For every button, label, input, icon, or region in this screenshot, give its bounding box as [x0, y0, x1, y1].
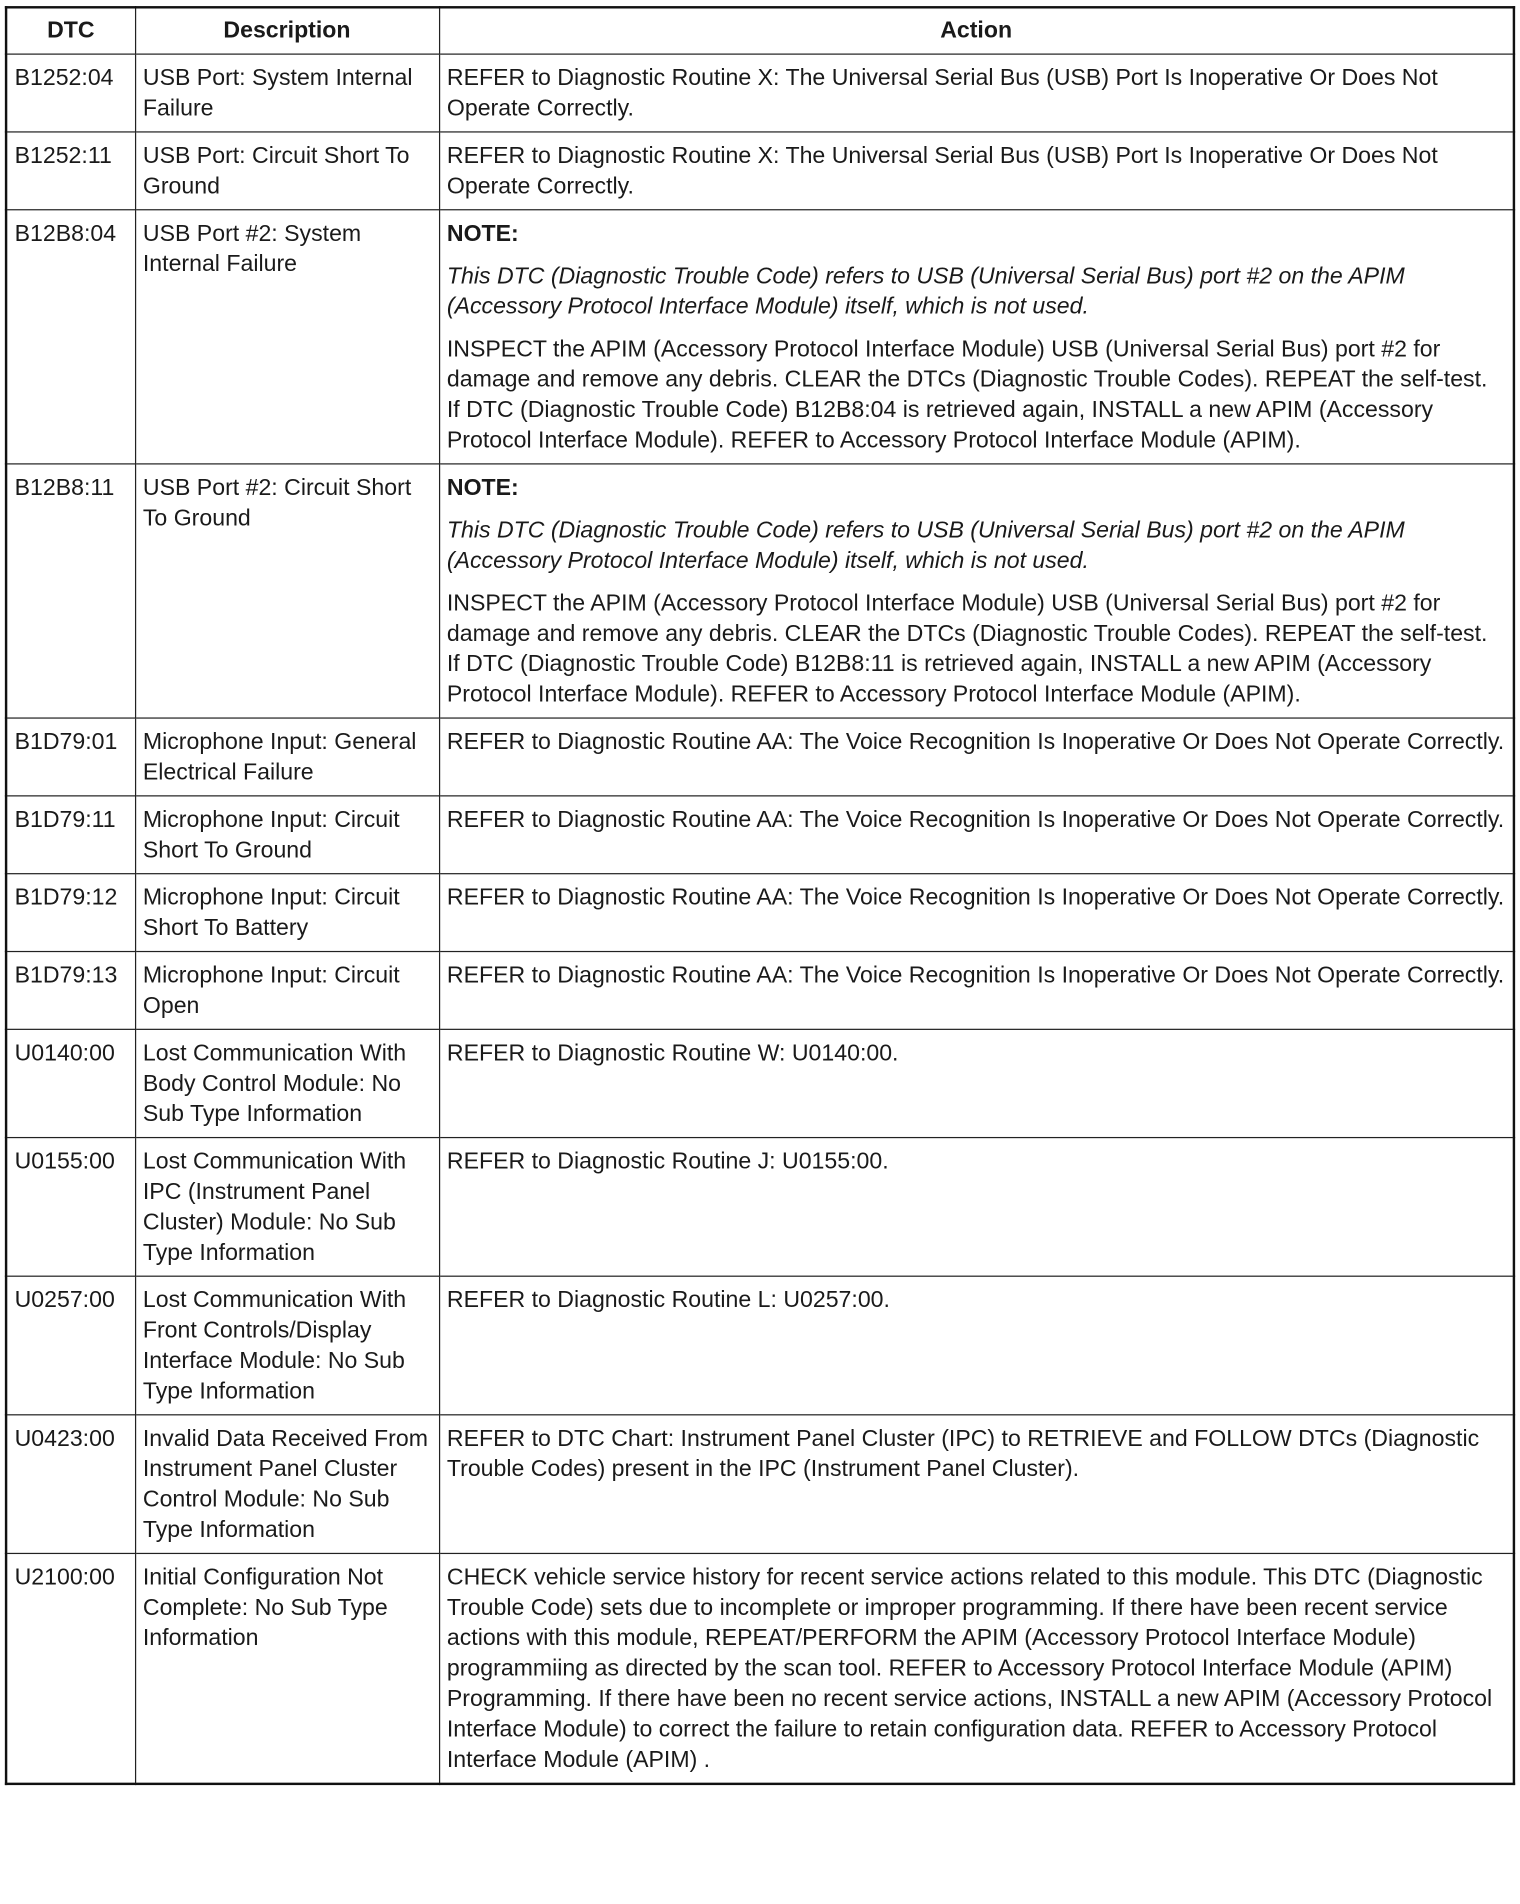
table-header-row [6, 7, 1514, 54]
action-cell [439, 718, 1514, 796]
action-text: INSPECT the APIM (Accessory Protocol Interface Module) USB (Universal Serial Bus) port #2 for damage and remove any debris. CLEAR the DTCs (Diagnostic Trouble Codes). REPEAT the self-test. If DTC (Diagnostic Trouble Code) B12B8:04 is retrieved again, INSTALL a new APIM (Accessory Protocol Interface Module). REFER to Accessory Protocol Interface Module (APIM). [446, 336, 1488, 454]
dtc-table [5, 6, 1515, 1785]
description-cell: Invalid Data Received From Instrument Panel Cluster Control Module: No Sub Type Information [135, 1415, 439, 1554]
action-cell [439, 952, 1514, 1030]
description-cell: Lost Communication With Body Control Module: No Sub Type Information [135, 1029, 439, 1137]
dtc-code-cell: B12B8:04 [6, 210, 135, 464]
table-row [6, 132, 1514, 210]
dtc-code-cell: B1D79:12 [6, 874, 135, 952]
description-cell: Lost Communication With IPC (Instrument Panel Cluster) Module: No Sub Type Information [135, 1138, 439, 1277]
note-title: NOTE: [446, 475, 519, 501]
dtc-code-cell: B1252:11 [6, 132, 135, 210]
description-cell: USB Port #2: Circuit Short To Ground [135, 464, 439, 718]
action-text: REFER to Diagnostic Routine AA: The Voice Recognition Is Inoperative Or Does Not Operate Correctly. [446, 807, 1505, 833]
action-text: REFER to Diagnostic Routine W: U0140:00. [446, 1040, 899, 1067]
description-cell: USB Port #2: System Internal Failure [135, 210, 439, 464]
dtc-column-header: DTC [6, 7, 135, 54]
action-cell [439, 1029, 1514, 1137]
dtc-code-cell: U0257:00 [6, 1276, 135, 1415]
table-row [6, 1276, 1514, 1415]
action-text: REFER to Diagnostic Routine J: U0155:00. [446, 1149, 889, 1175]
dtc-code-cell: U0155:00 [6, 1138, 135, 1277]
action-cell [439, 874, 1514, 952]
action-column-header: Action [439, 7, 1514, 54]
dtc-code-cell: U0423:00 [6, 1415, 135, 1554]
action-text: REFER to Diagnostic Routine X: The Universal Serial Bus (USB) Port Is Inoperative Or Does Not Operate Correctly. [446, 65, 1438, 122]
dtc-code-cell: U0140:00 [6, 1029, 135, 1137]
dtc-code-cell: U2100:00 [6, 1553, 135, 1783]
table-row [6, 1029, 1514, 1137]
table-body [6, 54, 1514, 1784]
dtc-code-cell: B1D79:11 [6, 796, 135, 874]
description-cell: USB Port: System Internal Failure [135, 54, 439, 132]
action-cell [439, 1553, 1514, 1783]
description-cell: Microphone Input: General Electrical Failure [135, 718, 439, 796]
action-cell [439, 796, 1514, 874]
action-text: INSPECT the APIM (Accessory Protocol Interface Module) USB (Universal Serial Bus) port #2 for damage and remove any debris. CLEAR the DTCs (Diagnostic Trouble Codes). REPEAT the self-test. If DTC (Diagnostic Trouble Code) B12B8:11 is retrieved again, INSTALL a new APIM (Accessory Protocol Interface Module). REFER to Accessory Protocol Interface Module (APIM). [446, 590, 1488, 708]
dtc-code-cell: B1252:04 [6, 54, 135, 132]
description-cell: Microphone Input: Circuit Short To Battery [135, 874, 439, 952]
table-row [6, 54, 1514, 132]
action-cell [439, 1415, 1514, 1554]
action-cell [439, 54, 1514, 132]
note-text: This DTC (Diagnostic Trouble Code) refers to USB (Universal Serial Bus) port #2 on the APIM (Accessory Protocol Interface Module) itself, which is not used. [446, 518, 1405, 574]
table-row [6, 210, 1514, 464]
table-row [6, 952, 1514, 1030]
action-text: REFER to Diagnostic Routine L: U0257:00. [446, 1287, 890, 1314]
action-text: REFER to Diagnostic Routine AA: The Voice Recognition Is Inoperative Or Does Not Operate Correctly. [446, 729, 1505, 756]
description-cell: Lost Communication With Front Controls/Display Interface Module: No Sub Type Information [135, 1276, 439, 1415]
description-cell: Microphone Input: Circuit Short To Ground [135, 796, 439, 874]
action-cell [439, 1276, 1514, 1415]
dtc-code-cell: B12B8:11 [6, 464, 135, 718]
description-cell: Initial Configuration Not Complete: No Sub Type Information [135, 1553, 439, 1783]
action-text: REFER to DTC Chart: Instrument Panel Cluster (IPC) to RETRIEVE and FOLLOW DTCs (Diagnostic Trouble Codes) present in the IPC (Instrument Panel Cluster). [446, 1426, 1480, 1483]
table-row [6, 874, 1514, 952]
table-row [6, 718, 1514, 796]
table-row [6, 1415, 1514, 1554]
description-cell: USB Port: Circuit Short To Ground [135, 132, 439, 210]
action-cell [439, 1138, 1514, 1277]
description-cell: Microphone Input: Circuit Open [135, 952, 439, 1030]
action-text: CHECK vehicle service history for recent service actions related to this module. This DTC (Diagnostic Trouble Code) sets due to incomplete or improper programming. If there have been recent service actions with this module, REPEAT/PERFORM the APIM (Accessory Protocol Interface Module) programmiing as directed by the scan tool. REFER to Accessory Protocol Interface Module (APIM) Programming. If there have been no recent service actions, INSTALL a new APIM (Accessory Protocol Interface Module) to correct the failure to retain configuration data. REFER to Accessory Protocol Interface Module (APIM) . [446, 1564, 1493, 1773]
description-column-header: Description [135, 7, 439, 54]
action-text: REFER to Diagnostic Routine AA: The Voice Recognition Is Inoperative Or Does Not Operate Correctly. [446, 885, 1505, 911]
action-cell [439, 132, 1514, 210]
dtc-code-cell: B1D79:13 [6, 952, 135, 1030]
action-cell [439, 210, 1514, 464]
action-text: REFER to Diagnostic Routine X: The Universal Serial Bus (USB) Port Is Inoperative Or Does Not Operate Correctly. [446, 143, 1438, 200]
note-text: This DTC (Diagnostic Trouble Code) refers to USB (Universal Serial Bus) port #2 on the APIM (Accessory Protocol Interface Module) itself, which is not used. [446, 263, 1405, 320]
action-cell [439, 464, 1514, 718]
table-row [6, 1138, 1514, 1277]
table-row [6, 464, 1514, 718]
note-title: NOTE: [446, 221, 519, 247]
action-text: REFER to Diagnostic Routine AA: The Voice Recognition Is Inoperative Or Does Not Operate Correctly. [446, 963, 1505, 989]
table-row [6, 796, 1514, 874]
table-row [6, 1553, 1514, 1783]
dtc-code-cell: B1D79:01 [6, 718, 135, 796]
